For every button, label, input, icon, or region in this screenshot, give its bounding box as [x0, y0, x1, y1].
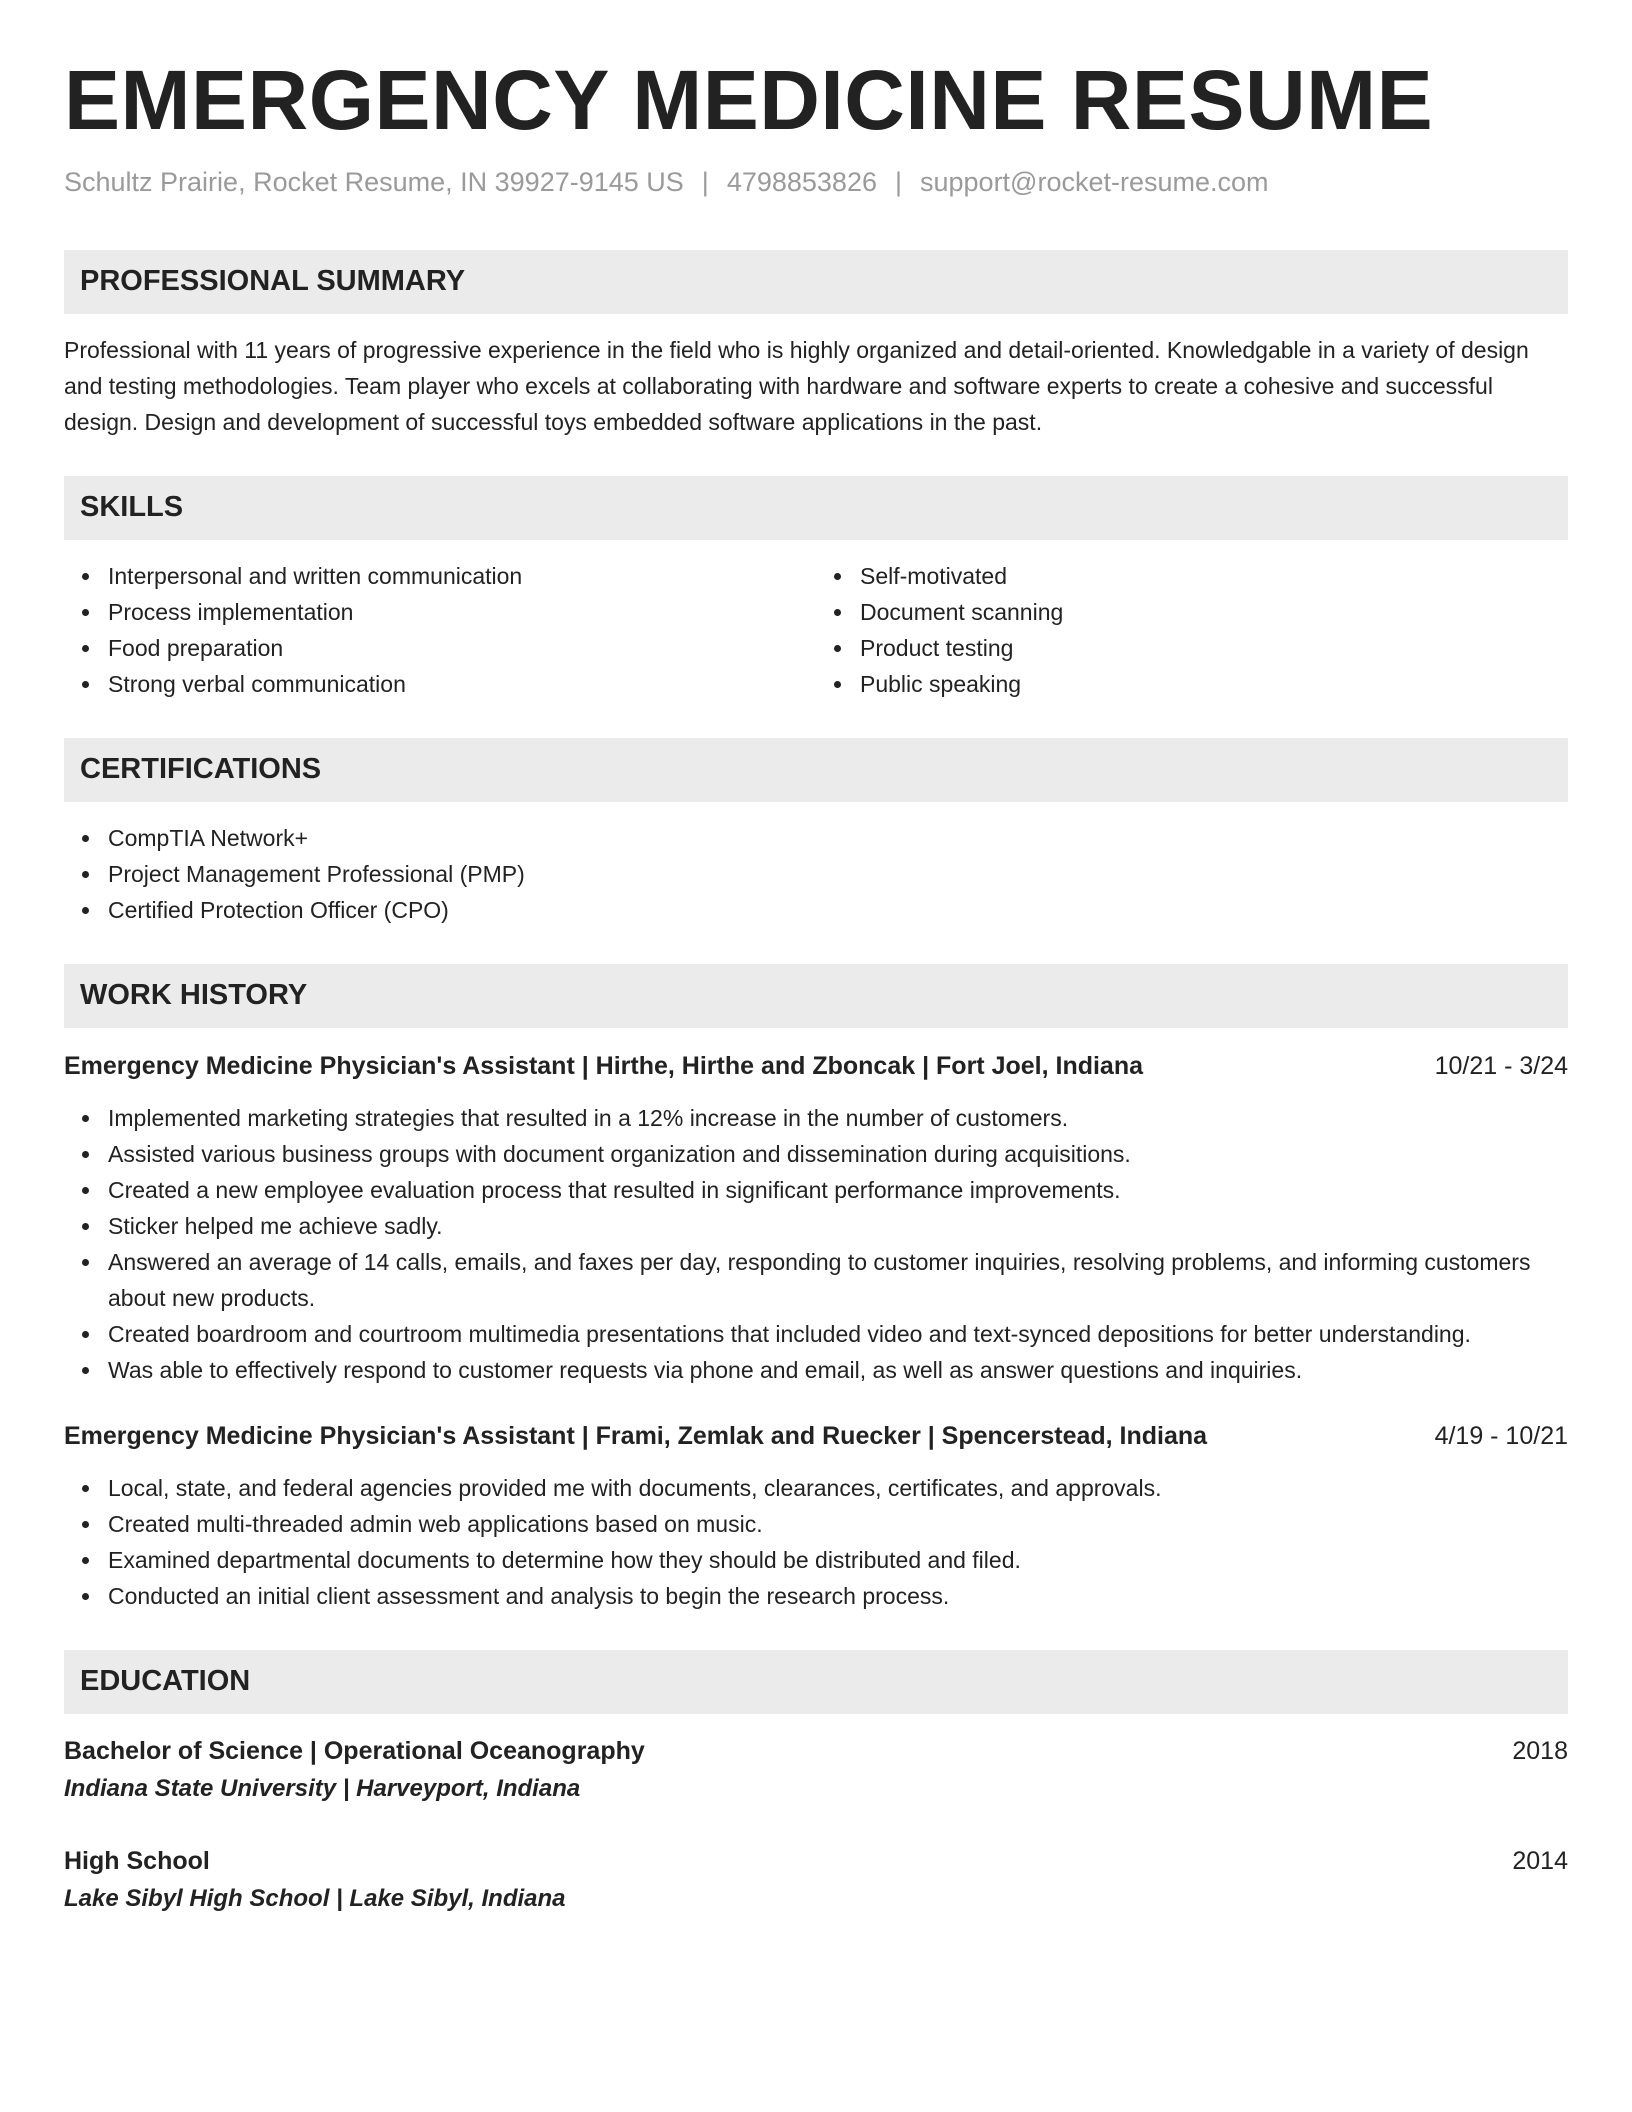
skill-item: Public speaking [860, 666, 1568, 702]
job-bullet: Conducted an initial client assessment and analysis to begin the research process. [108, 1578, 1568, 1614]
section-heading-summary: PROFESSIONAL SUMMARY [64, 250, 1568, 314]
job-bullets [64, 1100, 1568, 1388]
skill-item: Self-motivated [860, 558, 1568, 594]
section-heading-work-history: WORK HISTORY [64, 964, 1568, 1028]
skill-item: Product testing [860, 630, 1568, 666]
certifications-list [64, 820, 1568, 928]
section-heading-certifications: CERTIFICATIONS [64, 738, 1568, 802]
job-header [64, 1048, 1568, 1084]
skills-grid [64, 540, 1568, 702]
contact-separator: | [894, 166, 902, 197]
job-bullet: Created multi-threaded admin web applications based on music. [108, 1506, 1568, 1542]
job-title: Emergency Medicine Physician's Assistant | Hirthe, Hirthe and Zboncak | Fort Joel, Indiana [64, 1051, 1144, 1080]
education-entry [64, 1842, 1568, 1918]
job-entry [64, 1048, 1568, 1388]
skill-item: Interpersonal and written communication [108, 558, 816, 594]
section-heading-skills: SKILLS [64, 476, 1568, 540]
education-header [64, 1842, 1568, 1880]
education-year: 2014 [1512, 1846, 1568, 1875]
certification-item: Project Management Professional (PMP) [108, 856, 1568, 892]
job-bullet: Local, state, and federal agencies provided me with documents, clearances, certificates, and approvals. [108, 1470, 1568, 1506]
job-header [64, 1418, 1568, 1454]
contact-email: support@rocket-resume.com [920, 166, 1269, 197]
education-year: 2018 [1512, 1736, 1568, 1765]
education-entry [64, 1732, 1568, 1808]
job-bullet: Answered an average of 14 calls, emails, and faxes per day, responding to customer inquiries, resolving problems, and informing customers about new products. [108, 1244, 1568, 1316]
job-dates: 4/19 - 10/21 [1434, 1421, 1568, 1450]
job-dates: 10/21 - 3/24 [1434, 1051, 1568, 1080]
job-bullet: Created boardroom and courtroom multimedia presentations that included video and text-synced depositions for better understanding. [108, 1316, 1568, 1352]
job-bullet: Assisted various business groups with document organization and dissemination during acquisitions. [108, 1136, 1568, 1172]
job-entry [64, 1418, 1568, 1614]
contact-line [64, 167, 1568, 198]
certification-item: Certified Protection Officer (CPO) [108, 892, 1568, 928]
contact-address: Schultz Prairie, Rocket Resume, IN 39927-9145 US [64, 166, 684, 197]
skills-list-right [816, 558, 1568, 702]
education-school: Indiana State University | Harveyport, Indiana [64, 1774, 581, 1802]
education-degree: Bachelor of Science | Operational Oceanography [64, 1736, 645, 1765]
education-header [64, 1732, 1568, 1770]
summary-text: Professional with 11 years of progressive experience in the field who is highly organized and detail-oriented. Knowledgable in a variety of design and testing methodologies. Team player who excels at collaborating with hardware and software experts to create a cohesive and successful design. Design and development of successful toys embedded software applications in the past. [64, 336, 1529, 435]
skill-item: Process implementation [108, 594, 816, 630]
job-bullet: Implemented marketing strategies that resulted in a 12% increase in the number of customers. [108, 1100, 1568, 1136]
contact-separator: | [701, 166, 709, 197]
skills-list-left [64, 558, 816, 702]
job-bullet: Sticker helped me achieve sadly. [108, 1208, 1568, 1244]
resume-title: EMERGENCY MEDICINE RESUME [64, 53, 1434, 147]
education-degree: High School [64, 1846, 210, 1875]
education-school: Lake Sibyl High School | Lake Sibyl, Indiana [64, 1884, 566, 1912]
job-bullet: Examined departmental documents to determine how they should be distributed and filed. [108, 1542, 1568, 1578]
job-bullets [64, 1470, 1568, 1614]
job-bullet: Created a new employee evaluation process that resulted in significant performance improvements. [108, 1172, 1568, 1208]
skill-item: Document scanning [860, 594, 1568, 630]
contact-phone: 4798853826 [726, 166, 877, 197]
skill-item: Food preparation [108, 630, 816, 666]
section-heading-education: EDUCATION [64, 1650, 1568, 1714]
job-title: Emergency Medicine Physician's Assistant | Frami, Zemlak and Ruecker | Spencerstead, Indiana [64, 1421, 1208, 1450]
certification-item: CompTIA Network+ [108, 820, 1568, 856]
skill-item: Strong verbal communication [108, 666, 816, 702]
resume-page [64, 52, 1568, 1918]
job-bullet: Was able to effectively respond to customer requests via phone and email, as well as answer questions and inquiries. [108, 1352, 1568, 1388]
